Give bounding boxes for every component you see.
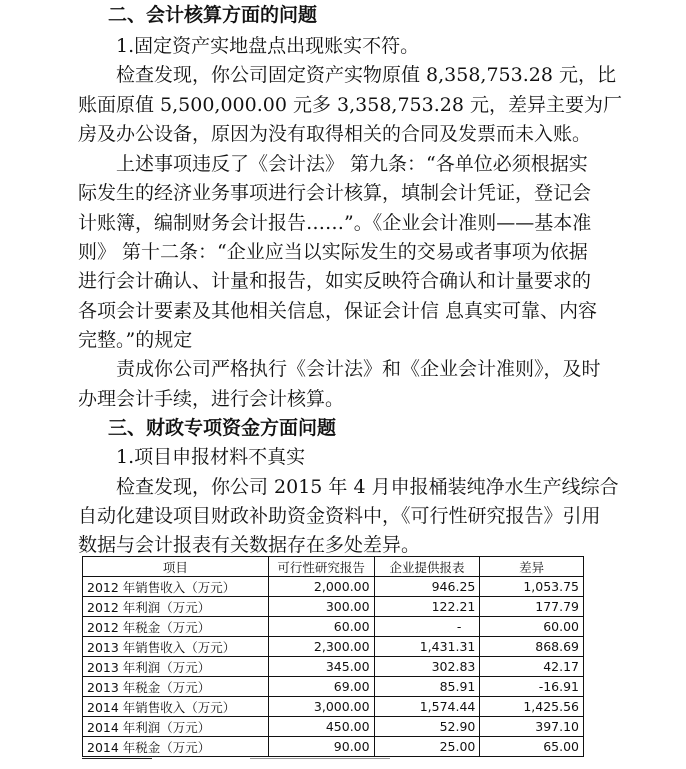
column-header: 可行性研究报告: [268, 557, 374, 577]
table-cell: 2014 年利润（万元）: [83, 717, 269, 737]
paragraph-line: 检查发现，你公司 2015 年 4 月申报桶装纯净水生产线综合: [116, 476, 619, 498]
table-cell: 60.00: [268, 617, 374, 637]
section-heading-accounting: 二、会计核算方面的问题: [108, 4, 318, 26]
paragraph-line: 则》 第十二条：“企业应当以实际发生的交易或者事项为依据: [78, 241, 588, 263]
table-row: [83, 657, 584, 677]
table-cell: 300.00: [268, 597, 374, 617]
footer-divider: [250, 758, 390, 759]
table-cell: 2013 年税金（万元）: [83, 677, 269, 697]
subheading-application-materials: 1.项目申报材料不真实: [116, 446, 306, 468]
table-cell: 69.00: [268, 677, 374, 697]
table-row: [83, 637, 584, 657]
table-header-row: [83, 557, 584, 577]
table-cell: 25.00: [374, 737, 480, 757]
paragraph-line: 完整。”的规定: [78, 329, 193, 351]
table-row: [83, 577, 584, 597]
table-cell: 2012 年销售收入（万元）: [83, 577, 269, 597]
column-header: 企业提供报表: [374, 557, 480, 577]
table-cell: 397.10: [480, 717, 584, 737]
table-cell: -: [374, 617, 480, 637]
table-row: [83, 737, 584, 757]
paragraph-line: 计账簿，编制财务会计报告……”。《企业会计准则——基本准: [78, 212, 592, 234]
table-cell: 85.91: [374, 677, 480, 697]
table-cell: 2014 年税金（万元）: [83, 737, 269, 757]
subheading-fixed-assets: 1.固定资产实地盘点出现账实不符。: [116, 35, 420, 57]
table-cell: 1,431.31: [374, 637, 480, 657]
table-cell: 2013 年利润（万元）: [83, 657, 269, 677]
paragraph-line: 账面原值 5,500,000.00 元多 3,358,753.28 元，差异主要为厂: [78, 94, 622, 116]
table-cell: 3,000.00: [268, 697, 374, 717]
footnote-rule: [82, 758, 152, 759]
paragraph-line: 上述事项违反了《会计法》 第九条：“各单位必须根据实: [116, 153, 588, 175]
paragraph-line: 办理会计手续，进行会计核算。: [78, 388, 345, 410]
table-cell: 52.90: [374, 717, 480, 737]
table-cell: 177.79: [480, 597, 584, 617]
table-cell: 2014 年销售收入（万元）: [83, 697, 269, 717]
table-cell: 2,000.00: [268, 577, 374, 597]
table-cell: 1,053.75: [480, 577, 584, 597]
table-cell: 2012 年税金（万元）: [83, 617, 269, 637]
table-row: [83, 677, 584, 697]
table-cell: 1,574.44: [374, 697, 480, 717]
discrepancy-table: [82, 556, 584, 757]
table-cell: 345.00: [268, 657, 374, 677]
table-cell: 90.00: [268, 737, 374, 757]
table-cell: 60.00: [480, 617, 584, 637]
table-cell: 2,300.00: [268, 637, 374, 657]
table-cell: 302.83: [374, 657, 480, 677]
paragraph-line: 进行会计确认、计量和报告，如实反映符合确认和计量要求的: [78, 270, 592, 292]
table-cell: 868.69: [480, 637, 584, 657]
table-cell: 450.00: [268, 717, 374, 737]
table-cell: 946.25: [374, 577, 480, 597]
table-row: [83, 697, 584, 717]
table-row: [83, 617, 584, 637]
table-cell: 2013 年销售收入（万元）: [83, 637, 269, 657]
table-cell: 65.00: [480, 737, 584, 757]
paragraph-line: 数据与会计报表有关数据存在多处差异。: [78, 534, 421, 556]
table-cell: 122.21: [374, 597, 480, 617]
table-row: [83, 597, 584, 617]
paragraph-line: 检查发现，你公司固定资产实物原值 8,358,753.28 元，比: [116, 64, 616, 86]
table-row: [83, 717, 584, 737]
table-cell: -16.91: [480, 677, 584, 697]
column-header: 差异: [480, 557, 584, 577]
table-cell: 2012 年利润（万元）: [83, 597, 269, 617]
paragraph-line: 际发生的经济业务事项进行会计核算，填制会计凭证，登记会: [78, 182, 592, 204]
paragraph-line: 自动化建设项目财政补助资金资料中，《可行性研究报告》引用: [78, 505, 601, 527]
table-cell: 42.17: [480, 657, 584, 677]
paragraph-line: 各项会计要素及其他相关信息，保证会计信 息真实可靠、内容: [78, 300, 598, 322]
section-heading-special-funds: 三、财政专项资金方面问题: [108, 417, 337, 439]
paragraph-line: 房及办公设备，原因为没有取得相关的合同及发票而未入账。: [78, 123, 592, 145]
column-header: 项目: [83, 557, 269, 577]
table-cell: 1,425.56: [480, 697, 584, 717]
paragraph-line: 责成你公司严格执行《会计法》和《企业会计准则》，及时: [116, 358, 601, 380]
